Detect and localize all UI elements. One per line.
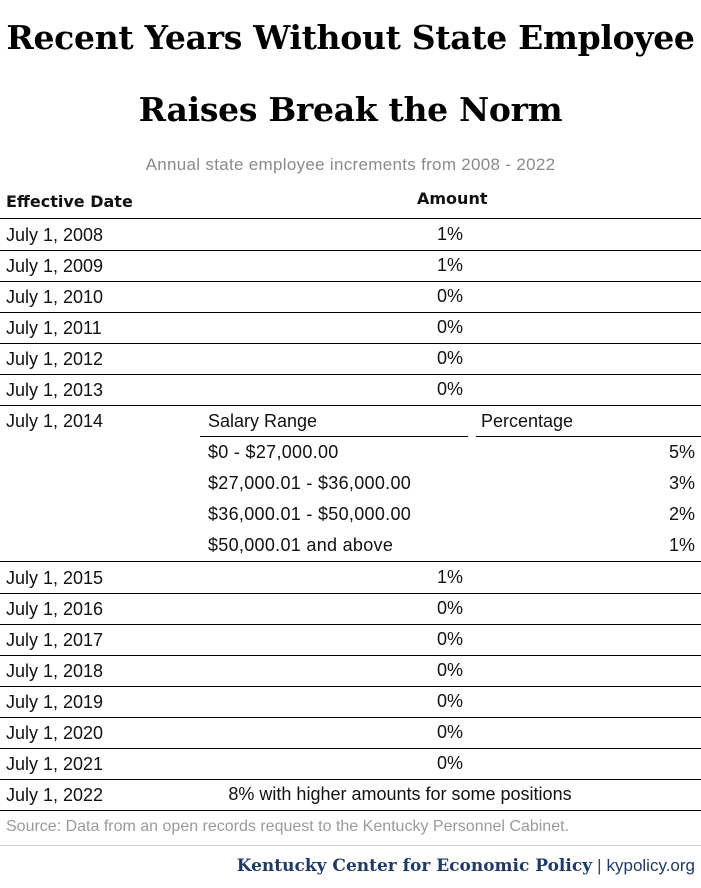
row-amount: 0% — [436, 691, 463, 711]
footer-org-name: Kentucky Center for Economic Policy — [236, 856, 593, 876]
footer-separator: | — [597, 856, 602, 875]
row-amount: 0% — [436, 660, 463, 680]
table-row — [0, 593, 701, 625]
row-date: July 1, 2010 — [6, 287, 104, 307]
table-row — [0, 655, 701, 687]
row-date: July 1, 2011 — [6, 318, 102, 338]
row-date: July 1, 2022 — [6, 785, 104, 805]
salary-tier-row — [200, 498, 701, 529]
row-date: July 1, 2017 — [6, 630, 104, 650]
table-row — [0, 562, 701, 594]
row-date: July 1, 2020 — [6, 723, 104, 743]
table-row — [0, 374, 701, 406]
row-amount: 0% — [436, 629, 463, 649]
salary-tier-percentage: 5% — [668, 442, 695, 462]
salary-tier-percentage: 1% — [668, 535, 695, 555]
salary-tier-row — [200, 436, 701, 467]
row-date: July 1, 2015 — [6, 568, 104, 588]
row-date: July 1, 2014 — [6, 411, 104, 431]
row-date: July 1, 2009 — [6, 256, 104, 276]
table-row — [0, 219, 701, 251]
percentage-header: Percentage — [481, 411, 574, 431]
row-date: July 1, 2013 — [6, 380, 104, 400]
row-amount: 0% — [436, 722, 463, 742]
table-row — [0, 343, 701, 375]
row-amount: 0% — [436, 598, 463, 618]
row-amount: 0% — [436, 379, 463, 399]
table-row — [0, 748, 701, 780]
table-row — [0, 779, 701, 811]
table-row — [0, 624, 701, 656]
salary-tier-range: $50,000.01 and above — [208, 535, 394, 555]
table-row-2014 — [0, 405, 701, 562]
table-row — [0, 250, 701, 282]
row-amount: 0% — [436, 286, 463, 306]
row-amount: 8% with higher amounts for some positions — [228, 784, 572, 804]
salary-tier-range: $0 - $27,000.00 — [208, 442, 339, 462]
percentage-header-cell — [476, 405, 701, 437]
source-note: Source: Data from an open records request to the Kentucky Personnel Cabinet. — [6, 818, 569, 835]
salary-range-header-cell — [200, 405, 468, 437]
salary-tier-range: $36,000.01 - $50,000.00 — [208, 504, 412, 524]
footer-website-link[interactable]: kypolicy.org — [606, 856, 695, 875]
row-amount: 1% — [436, 224, 463, 244]
salary-tier-percentage: 2% — [668, 504, 695, 524]
row-date: July 1, 2021 — [6, 754, 104, 774]
chart-subtitle: Annual state employee increments from 2008 - 2022 — [145, 155, 556, 174]
chart-title-line-1: Recent Years Without State Employee — [6, 18, 695, 57]
effective-date-header: Effective Date — [6, 192, 133, 211]
row-amount: 1% — [436, 567, 463, 587]
salary-range-header: Salary Range — [208, 411, 318, 431]
row-date: July 1, 2018 — [6, 661, 104, 681]
table-row — [0, 312, 701, 344]
row-date: July 1, 2016 — [6, 599, 104, 619]
salary-tier-row — [200, 529, 701, 560]
salary-tier-range: $27,000.01 - $36,000.00 — [208, 473, 412, 493]
row-amount: 0% — [436, 753, 463, 773]
table-header-row — [0, 183, 701, 218]
table-row — [0, 717, 701, 749]
chart-title-line-2: Raises Break the Norm — [138, 90, 563, 129]
footer-band — [0, 845, 701, 888]
salary-tier-row — [200, 467, 701, 498]
row-date: July 1, 2012 — [6, 349, 104, 369]
row-amount: 0% — [436, 317, 463, 337]
table-row — [0, 281, 701, 313]
row-date: July 1, 2019 — [6, 692, 104, 712]
row-amount: 0% — [436, 348, 463, 368]
footer-credit — [237, 856, 695, 876]
salary-tier-percentage: 3% — [668, 473, 695, 493]
amount-header: Amount — [417, 189, 488, 208]
row-date: July 1, 2008 — [6, 225, 104, 245]
table-row — [0, 686, 701, 718]
row-amount: 1% — [436, 255, 463, 275]
